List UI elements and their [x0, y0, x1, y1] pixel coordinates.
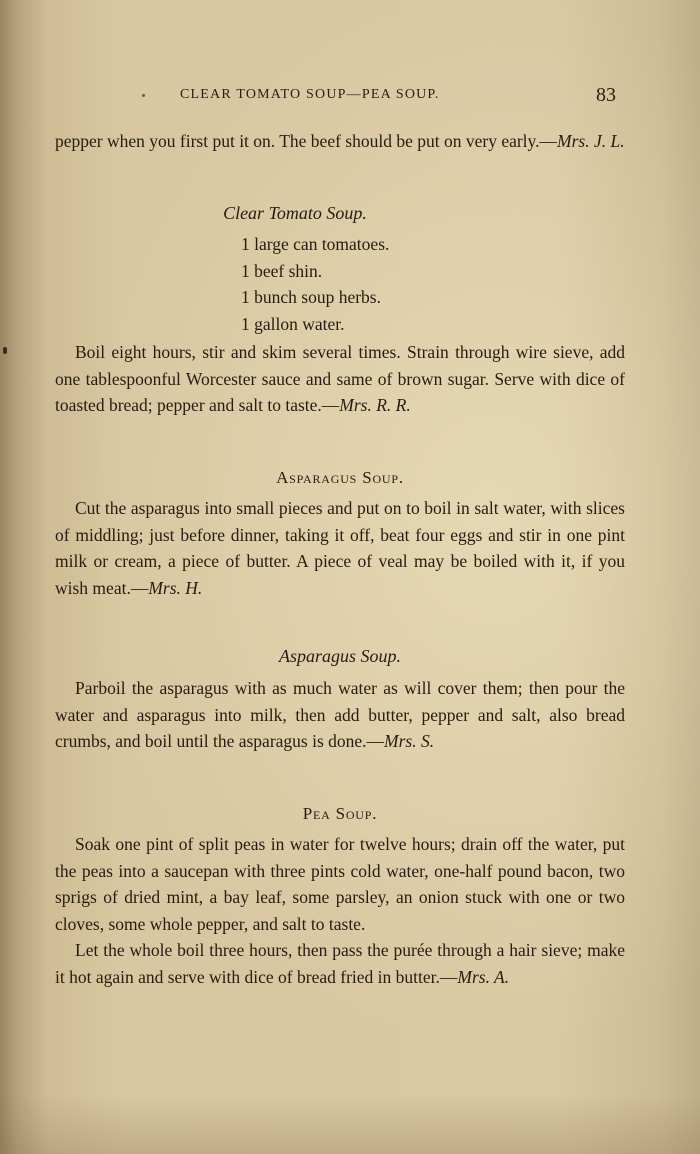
clear-tomato-paragraph	[55, 339, 625, 419]
asparagus-1-paragraph	[55, 495, 625, 601]
pea-heading-block	[55, 801, 625, 828]
asparagus-2-signature: Mrs. S.	[384, 731, 435, 752]
clear-tomato-ingredients	[241, 231, 389, 337]
ingredient-line: 1 bunch soup herbs.	[241, 287, 381, 308]
page-number: 83	[596, 84, 616, 106]
pea-paragraphs	[55, 831, 625, 991]
clear-tomato-text: Boil eight hours, stir and skim several times. Strain through wire sieve, add one tablespoonful Worcester sauce and same of brown sugar. Serve with dice of toasted bread; pepper and salt to taste.—	[55, 342, 625, 416]
clear-tomato-heading-block	[55, 200, 625, 227]
running-head-title: CLEAR TOMATO SOUP—PEA SOUP.	[180, 87, 440, 102]
ingredient-line: 1 gallon water.	[241, 313, 345, 334]
asparagus-1-heading: Asparagus Soup.	[276, 468, 404, 487]
pea-paragraph-1: Soak one pint of split peas in water for twelve hours; drain off the water, put the peas into a saucepan with three pints cold water, one-half pound bacon, two sprigs of dried mint, a bay leaf, some parsley, an onion stuck with one or two cloves, some whole pepper, and salt to taste.	[55, 834, 625, 934]
margin-ink-mark	[3, 347, 7, 354]
clear-tomato-signature: Mrs. R. R.	[339, 395, 411, 416]
asparagus-2-heading: Asparagus Soup.	[278, 646, 401, 666]
running-head	[0, 84, 700, 108]
asparagus-1-text: Cut the asparagus into small pieces and put on to boil in salt water, with slices of middling; just before dinner, taking it off, beat four eggs and stir in one pint milk or cream, a piece of butter. A piece of veal may be boiled with it, if you wish meat.—	[55, 498, 625, 598]
asparagus-2-text: Parboil the asparagus with as much water as will cover them; then pour the water and asparagus into milk, then add butter, pepper and salt, also bread crumbs, and boil until the asparagus is done.—	[55, 678, 625, 752]
pea-heading: Pea Soup.	[302, 804, 378, 823]
ingredient-line: 1 large can tomatoes.	[241, 234, 390, 254]
asparagus-2-heading-block	[55, 643, 625, 670]
pea-text-2: Let the whole boil three hours, then pass the purée through a hair sieve; make it hot again and serve with dice of bread fried in butter.—	[55, 940, 625, 987]
page-speck	[142, 94, 145, 97]
pea-signature: Mrs. A.	[457, 966, 510, 987]
asparagus-1-heading-block	[55, 465, 625, 492]
clear-tomato-heading: Clear Tomato Soup.	[223, 203, 367, 223]
continuation-text: pepper when you first put it on. The beef should be put on very early.—	[55, 131, 558, 151]
asparagus-2-paragraph	[55, 675, 625, 755]
asparagus-1-signature: Mrs. H.	[148, 577, 203, 598]
continuation-paragraph	[55, 128, 625, 155]
ingredient-line: 1 beef shin.	[241, 260, 323, 281]
continuation-signature: Mrs. J. L.	[557, 131, 625, 151]
pea-paragraph-2	[55, 937, 625, 990]
